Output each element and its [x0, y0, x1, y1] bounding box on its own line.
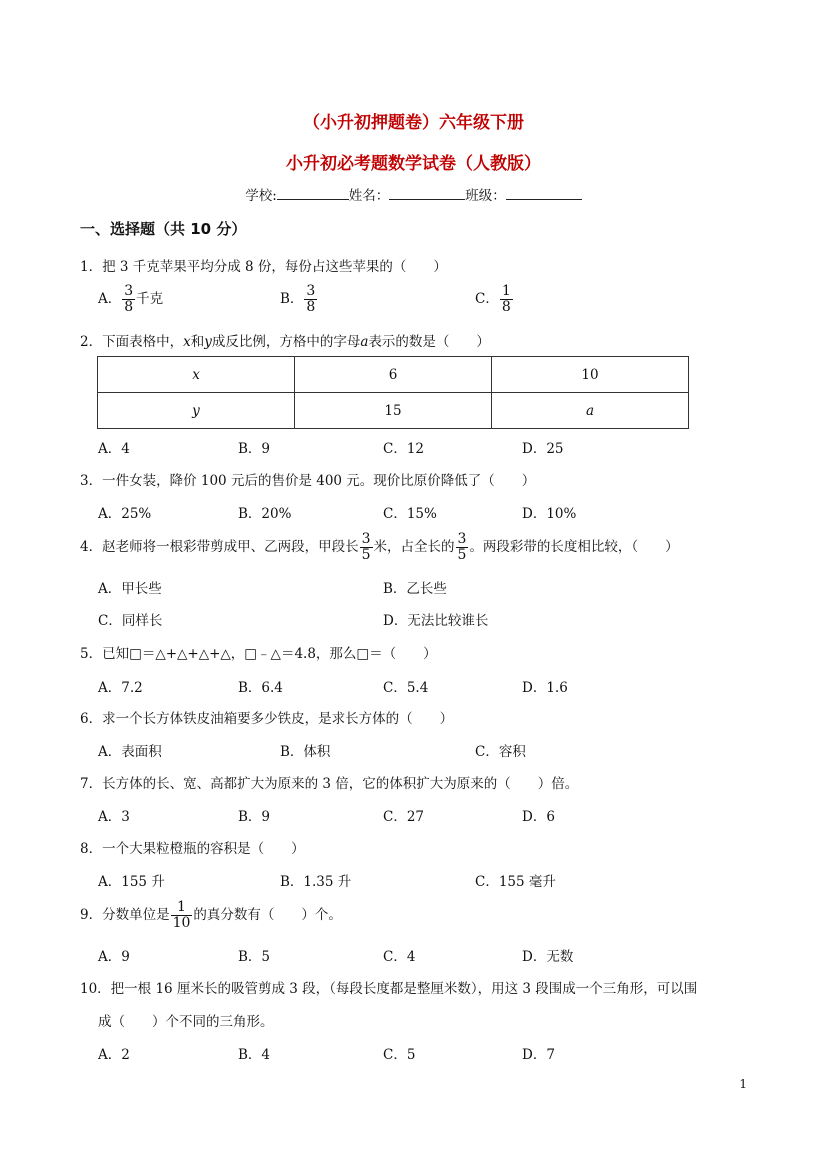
q3-option-a[interactable]: A．25% — [98, 506, 152, 522]
table-cell: 15 — [295, 393, 492, 429]
q9-option-b[interactable]: B．5 — [238, 949, 271, 965]
q8-option-c[interactable]: C．155 毫升 — [475, 874, 556, 890]
class-label: 班级： — [465, 188, 506, 204]
question-5: 5．已知□＝△+△+△+△，□﹣△＝4.8，那么□＝（ ） — [80, 646, 437, 662]
proportion-table — [97, 356, 689, 429]
q7-option-c[interactable]: C．27 — [383, 809, 425, 825]
q5-option-c[interactable]: C．5.4 — [383, 680, 429, 696]
name-blank[interactable] — [389, 185, 465, 200]
question-2: 2．下面表格中，x和y成反比例，方格中的字母a表示的数是（ ） — [80, 334, 490, 350]
question-1: 1．把 3 千克苹果平均分成 8 份，每份占这些苹果的（ ） — [80, 259, 447, 275]
q3-option-b[interactable]: B．20% — [238, 506, 292, 522]
q4-option-a[interactable]: A．甲长些 — [98, 581, 162, 597]
q9-option-c[interactable]: C．4 — [383, 949, 416, 965]
q8-option-b[interactable]: B．1.35 升 — [280, 874, 352, 890]
table-cell: 10 — [492, 357, 689, 393]
q10-option-d[interactable]: D．7 — [522, 1047, 555, 1063]
q4-option-d[interactable]: D．无法比较谁长 — [383, 613, 489, 629]
q10-option-a[interactable]: A．2 — [98, 1047, 130, 1063]
q7-option-d[interactable]: D．6 — [522, 809, 555, 825]
q6-option-c[interactable]: C．容积 — [475, 744, 526, 760]
question-9: 9．分数单位是 $\frac{1}{10}$ 的真分数有（ ）个。 — [80, 899, 342, 931]
question-3: 3．一件女装，降价 100 元后的售价是 400 元。现价比原价降低了（ ） — [80, 473, 536, 489]
fraction: $\frac{1}{8}$ — [501, 283, 511, 315]
q2-option-a[interactable]: A．4 — [98, 441, 130, 457]
question-10-line-2: 成（ ）个不同的三角形。 — [98, 1014, 274, 1030]
q3-option-c[interactable]: C．15% — [383, 506, 437, 522]
q3-option-d[interactable]: D．10% — [522, 506, 577, 522]
q6-option-b[interactable]: B．体积 — [280, 744, 331, 760]
school-blank[interactable] — [277, 185, 349, 200]
q2-option-d[interactable]: D．25 — [522, 441, 564, 457]
q1-option-c[interactable]: C． $\frac{1}{8}$ — [475, 283, 511, 315]
table-cell: 6 — [295, 357, 492, 393]
q2-option-c[interactable]: C．12 — [383, 441, 425, 457]
question-4: 4．赵老师将一根彩带剪成甲、乙两段，甲段长 $\frac{3}{5}$ 米，占全长的 $\frac{3}{5}$ 。两段彩带的长度相比较，（ ） — [80, 531, 679, 563]
table-cell: x — [98, 357, 295, 393]
q1-option-a[interactable]: A． $\frac{3}{8}$ 千克 — [98, 283, 164, 315]
table-row — [98, 393, 689, 429]
page-number: 1 — [739, 1077, 747, 1091]
table-row — [98, 357, 689, 393]
q10-option-b[interactable]: B．4 — [238, 1047, 271, 1063]
fraction: $\frac{3}{5}$ — [361, 531, 371, 563]
fraction: $\frac{3}{8}$ — [124, 283, 134, 315]
question-7: 7．长方体的长、宽、高都扩大为原来的 3 倍，它的体积扩大为原来的（ ）倍。 — [80, 776, 579, 792]
q9-option-d[interactable]: D．无数 — [522, 949, 574, 965]
section-heading: 一、选择题（共 10 分） — [80, 220, 247, 238]
q7-option-b[interactable]: B．9 — [238, 809, 271, 825]
q2-option-b[interactable]: B．9 — [238, 441, 271, 457]
question-10-line-1: 10．把一根 16 厘米长的吸管剪成 3 段，（每段长度都是整厘米数），用这 3 段围成一个三角形，可以围 — [80, 981, 698, 997]
student-info-fields — [0, 184, 827, 204]
q5-option-b[interactable]: B．6.4 — [238, 680, 283, 696]
school-label: 学校: — [245, 188, 277, 204]
q4-option-b[interactable]: B．乙长些 — [383, 581, 447, 597]
question-6: 6．求一个长方体铁皮油箱要多少铁皮，是求长方体的（ ） — [80, 711, 454, 727]
exam-title-line2: 小升初必考题数学试卷（人教版） — [286, 154, 541, 174]
q1-option-b[interactable]: B． $\frac{3}{8}$ — [280, 283, 316, 315]
name-label: 姓名： — [348, 188, 390, 204]
q8-option-a[interactable]: A．155 升 — [98, 874, 165, 890]
q4-option-c[interactable]: C．同样长 — [98, 613, 163, 629]
class-blank[interactable] — [506, 185, 582, 200]
table-cell: y — [98, 393, 295, 429]
question-8: 8．一个大果粒橙瓶的容积是（ ） — [80, 841, 305, 857]
table-cell: a — [492, 393, 689, 429]
fraction: $\frac{3}{8}$ — [306, 283, 316, 315]
q10-option-c[interactable]: C．5 — [383, 1047, 416, 1063]
fraction: $\frac{3}{5}$ — [457, 531, 467, 563]
q5-option-a[interactable]: A．7.2 — [98, 680, 143, 696]
q9-option-a[interactable]: A．9 — [98, 949, 130, 965]
exam-title-line1: （小升初押题卷）六年级下册 — [303, 113, 524, 133]
q7-option-a[interactable]: A．3 — [98, 809, 130, 825]
q6-option-a[interactable]: A．表面积 — [98, 744, 162, 760]
fraction: $\frac{1}{10}$ — [172, 899, 191, 931]
q5-option-d[interactable]: D．1.6 — [522, 680, 568, 696]
